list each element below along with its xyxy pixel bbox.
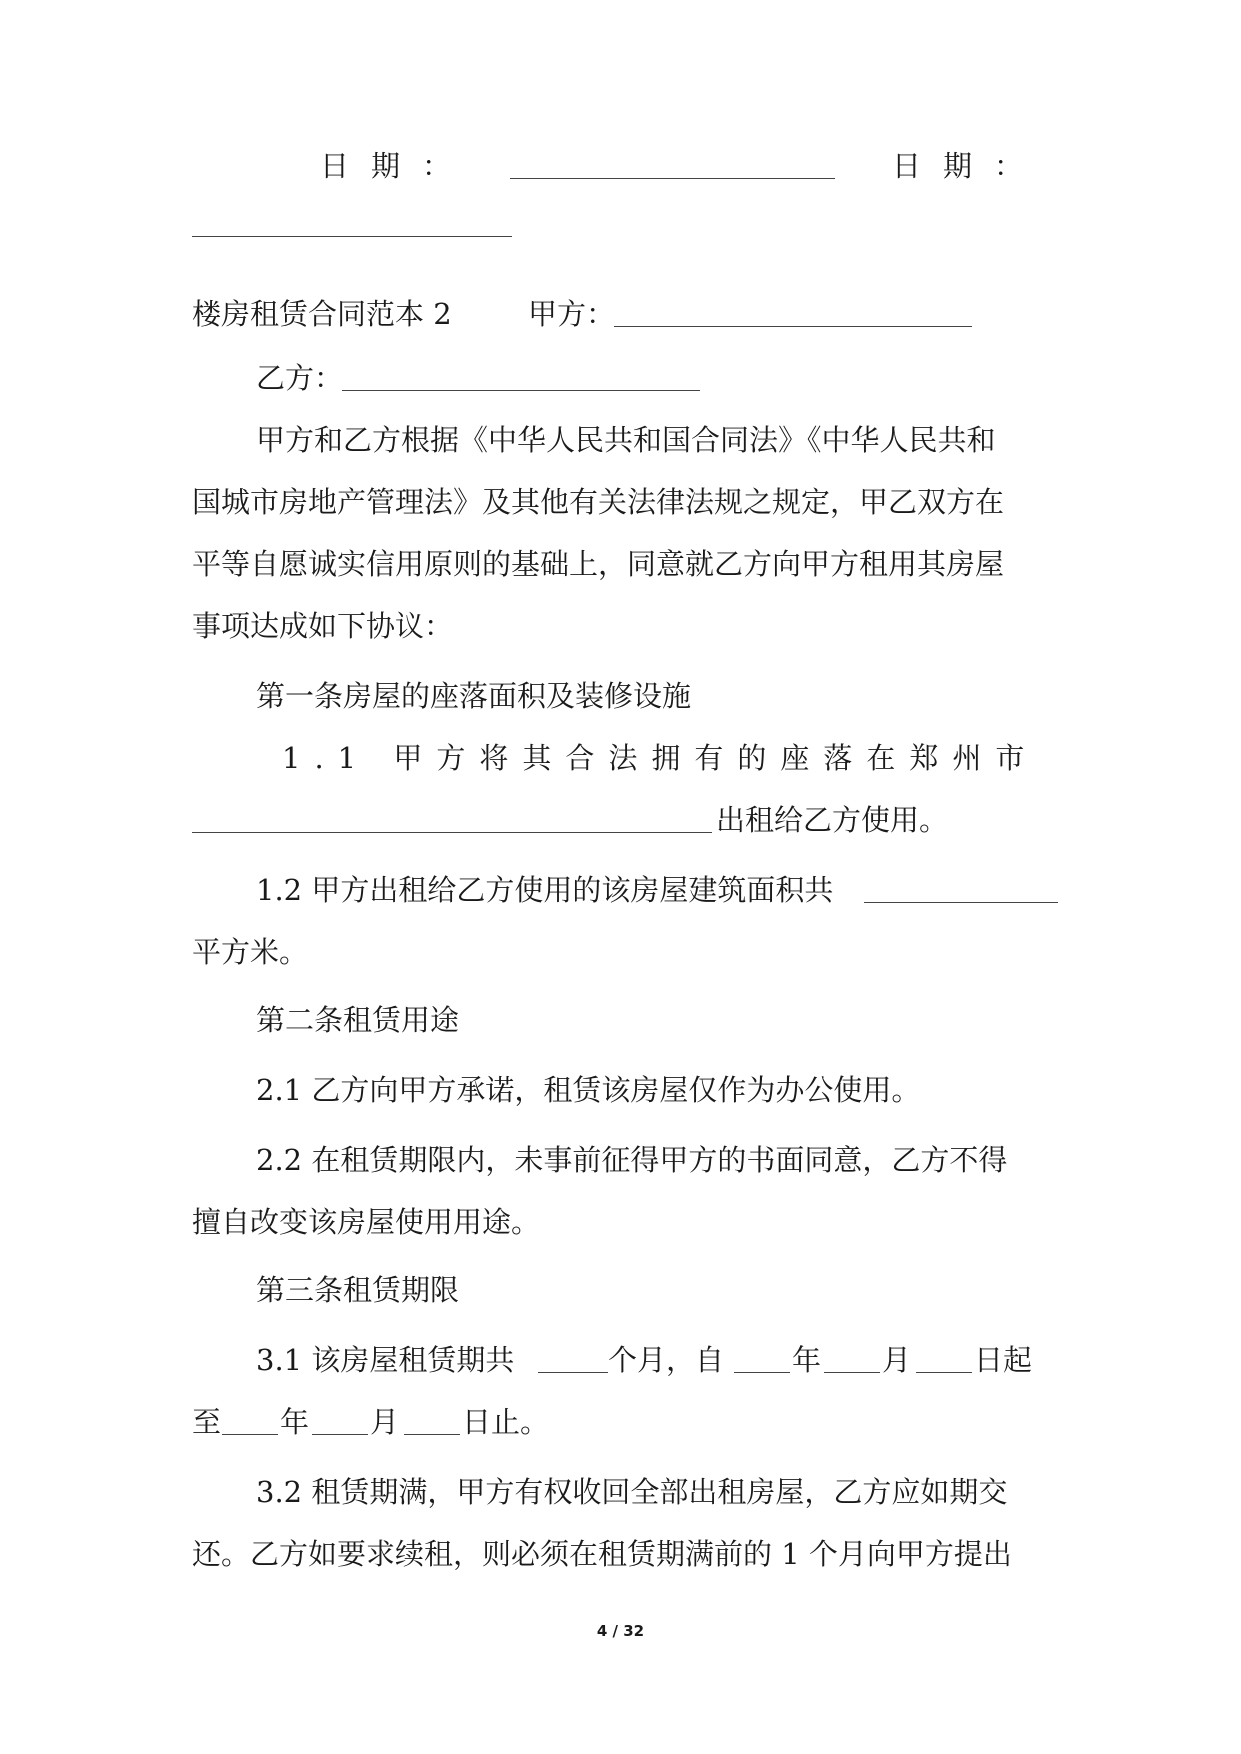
text: 国城市房地产管理法》及其他有关法律法规之规定，甲乙双方在 [192,485,1005,519]
article-3-heading [256,1270,1058,1310]
text: 个月，自 [608,1343,725,1377]
article-1-heading [256,676,1058,716]
party-b-row [256,358,1058,398]
article-2-heading [256,1000,1058,1040]
end-day-blank [404,1406,460,1435]
start-year-blank [734,1344,790,1373]
end-month-blank [312,1406,368,1435]
intro-line-3 [192,544,1058,584]
text: 平方米。 [192,935,309,969]
text: 甲方和乙方根据《中华人民共和国合同法》《中华人民共和 [256,423,996,457]
end-year-blank [222,1406,278,1435]
text: 1.2 甲方出租给乙方使用的该房屋建筑面积共 [256,873,834,907]
intro-line-2 [192,482,1058,522]
text: 擅自改变该房屋使用用途。 [192,1205,541,1239]
clause-3-1 [256,1340,1058,1380]
clause-3-1-cont [192,1402,1058,1442]
clause-3-2 [256,1472,1058,1512]
text: 平等自愿诚实信用原则的基础上，同意就乙方向甲方租用其房屋 [192,547,1005,581]
clause-1-2-cont [192,932,1058,972]
months-blank [538,1344,608,1373]
area-blank [864,874,1058,903]
date-blank-a [510,150,835,179]
text: 月 [370,1405,400,1439]
text: 第三条租赁期限 [256,1273,460,1307]
date-label-a: 日期： [320,149,474,183]
text: 年 [280,1405,310,1439]
text: 2.2 在租赁期限内，未事前征得甲方的书面同意，乙方不得 [256,1143,1008,1177]
text: 年 [792,1343,822,1377]
page-number: 4 / 32 [596,1622,645,1640]
text: 第一条房屋的座落面积及装修设施 [256,679,692,713]
text: 日起 [974,1343,1033,1377]
text: 2.1 乙方向甲方承诺，租赁该房屋仅作为办公使用。 [256,1073,921,1107]
text: 1.1 甲方将其合法拥有的座落在郑州市 [282,741,1039,775]
location-blank [192,804,712,833]
date-label-b: 日期： [892,149,1046,183]
party-a-label: 甲方： [528,297,616,331]
document-title: 楼房租赁合同范本 2 [192,297,452,331]
intro-line-1 [256,420,1058,460]
text: 3.1 该房屋租赁期共 [256,1343,515,1377]
text: 出租给乙方使用。 [716,803,949,837]
title-row [192,294,1058,334]
text: 3.2 租赁期满，甲方有权收回全部出租房屋，乙方应如期交 [256,1475,1008,1509]
clause-3-2-cont [192,1534,1058,1574]
date-blank-b [192,208,512,237]
text: 事项达成如下协议： [192,609,454,643]
text: 至 [192,1405,222,1439]
text: 还。乙方如要求续租，则必须在租赁期满前的 1 个月向甲方提出 [192,1537,1012,1571]
clause-2-1 [256,1070,1058,1110]
text: 日止。 [462,1405,550,1439]
party-b-blank [342,362,700,391]
start-day-blank [916,1344,972,1373]
text: 第二条租赁用途 [256,1003,460,1037]
start-month-blank [824,1344,880,1373]
clause-2-2-cont [192,1202,1058,1242]
clause-1-1 [282,738,1058,778]
party-b-label: 乙方： [256,361,344,395]
clause-2-2 [256,1140,1058,1180]
clause-1-2 [256,870,1058,910]
party-a-blank [614,298,972,327]
intro-line-4 [192,606,1058,646]
text: 月 [882,1343,912,1377]
